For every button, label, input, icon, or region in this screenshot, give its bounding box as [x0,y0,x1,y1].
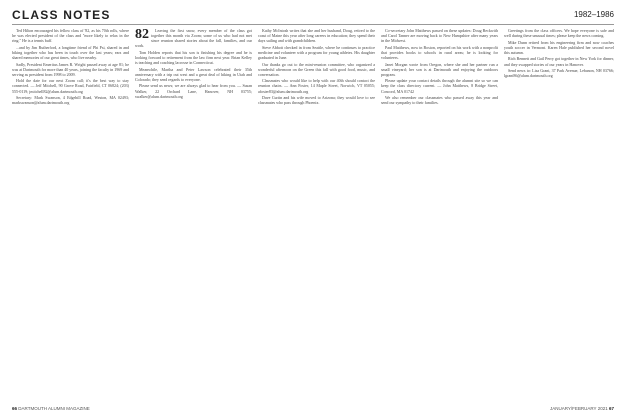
column-paragraph: Please update your contact details through the alumni site so we can keep the class directory current. — John Matthews, 8 Bridge Street, Concord, MA 01742 [381,78,498,94]
column-1 [12,28,129,400]
publication-name: DARTMOUTH ALUMNI MAGAZINE [18,406,90,411]
class-year-dropcap: 82 [135,28,149,42]
page-number-right: 67 [608,406,614,411]
page-header [12,8,614,28]
footer-right [550,406,614,411]
class-years: 1982–1986 [573,10,614,19]
column-paragraph: Sadly, President Emeritus James R. Wright passed away at age 81; he was at Dartmouth for more than 40 years, joining the faculty in 1969 and serving as president from 1998 to 2009. [12,61,129,77]
column-paragraph: Mike Dunn retired from his engineering firm and now coaches youth soccer in Vermont. Karen Hale published her second novel this autumn. [504,39,614,55]
column-paragraph: Dave Curtin and his wife moved to Arizona; they would love to see classmates who pass through Phoenix. [258,95,375,106]
column-2 [135,28,252,400]
column-paragraph: Leaving the first snow, every member of the class got together this month via Zoom; some of us who had not met since reunion shared stories about the fall, families, and our work. [135,28,252,49]
column-paragraph: Meanwhile, Martha and Peter Lawson celebrated their 35th anniversary with a trip out west and a great deal of hiking in Utah and Colorado; they send regards to everyone. [135,66,252,82]
column-paragraph: Co-secretary John Matthews passed on these updates: Doug Beckwith and Carol Tanner are moving back to New Hampshire after many years in the Midwest. [381,28,498,44]
column-paragraph: Please send us news; we are always glad to hear from you. — Susan Walker, 22 Orchard Lane, Hanover, NH 03755; swalker@alum.dartmouth.org [135,83,252,99]
column-paragraph: Secretary: Mark Swanson, 4 Edgehill Road, Weston, MA 02493; markswanson@alum.dartmouth.org [12,95,129,106]
page-number-left: 66 [12,406,18,411]
column-4 [381,28,498,400]
column-paragraph: We also remember our classmates who passed away this year and send our sympathy to their families. [381,95,498,106]
column-paragraph: Greetings from the class officers. We hope everyone is safe and well during these unusual times; please keep the news coming. [504,28,614,39]
column-paragraph: Paul Matthews, now in Boston, reported on his work with a nonprofit that provides books to schools in rural areas; he is looking for volunteers. [381,44,498,60]
column-paragraph: Rich Bennett and Gail Perry got together in New York for dinner, and they swapped stories of our years in Hanover. [504,56,614,67]
column-paragraph: Hold the date for our next Zoom call; it's the best way to stay connected. — Jeff Mitchell, 90 Grove Road, Fairfield, CT 06824; (203) 555-0119; jmitchell82@alum.dartmouth.org [12,78,129,94]
issue-date: JANUARY/FEBRUARY 2021 [549,406,608,411]
column-paragraph: Send news to: Lisa Grant, 37 Park Avenue, Lebanon, NH 03766; lgrant86@alum.dartmouth.org [504,68,614,79]
column-paragraph: Our thanks go out to the mini-reunion committee, who organized a wonderful afternoon on the Green this fall with good food, music, and conversation. [258,61,375,77]
page-footer [12,406,614,416]
column-paragraph: Steve Abbott checked in from Seattle, where he continues to practice medicine and volunteer with a program for young athletes. His daughter graduated in June. [258,44,375,60]
column-3 [258,28,375,400]
column-paragraph: Janet Morgan wrote from Oregon, where she and her partner run a small vineyard; her son is at Dartmouth and enjoying the outdoors program. [381,61,498,77]
section-title: CLASS NOTES [12,8,111,22]
header-rule [12,24,614,25]
column-paragraph: Classmates who would like to help with our 40th should contact the reunion chairs. — Ann Foster, 14 Maple Street, Norwich, VT 05055; afoster83@alum.dartmouth.org [258,78,375,94]
column-paragraph: Tom Holden reports that his son is finishing his degree and he is looking forward to retirement from the law firm next year. Brian Kelley is teaching and coaching lacrosse in Connecticut. [135,49,252,66]
column-paragraph: Kathy McIntosh writes that she and her husband, Doug, retired to the coast of Maine this year after long careers in education; they spend their days sailing and with grandchildren. [258,28,375,44]
column-paragraph: ...and by Jim Rutherford, a longtime friend of Phi Psi, shared in and biking together who has been in touch over the last years; ears and shared memories of our great times, who live nearby. [12,44,129,60]
footer-left [12,406,90,411]
column-paragraph: Ted Hilton encouraged his fellow class of '82, as his 70th rolls, where he was elected president of the class and "more likely to relax in the ring." He is a tennis buff. [12,28,129,44]
column-5 [504,28,614,400]
